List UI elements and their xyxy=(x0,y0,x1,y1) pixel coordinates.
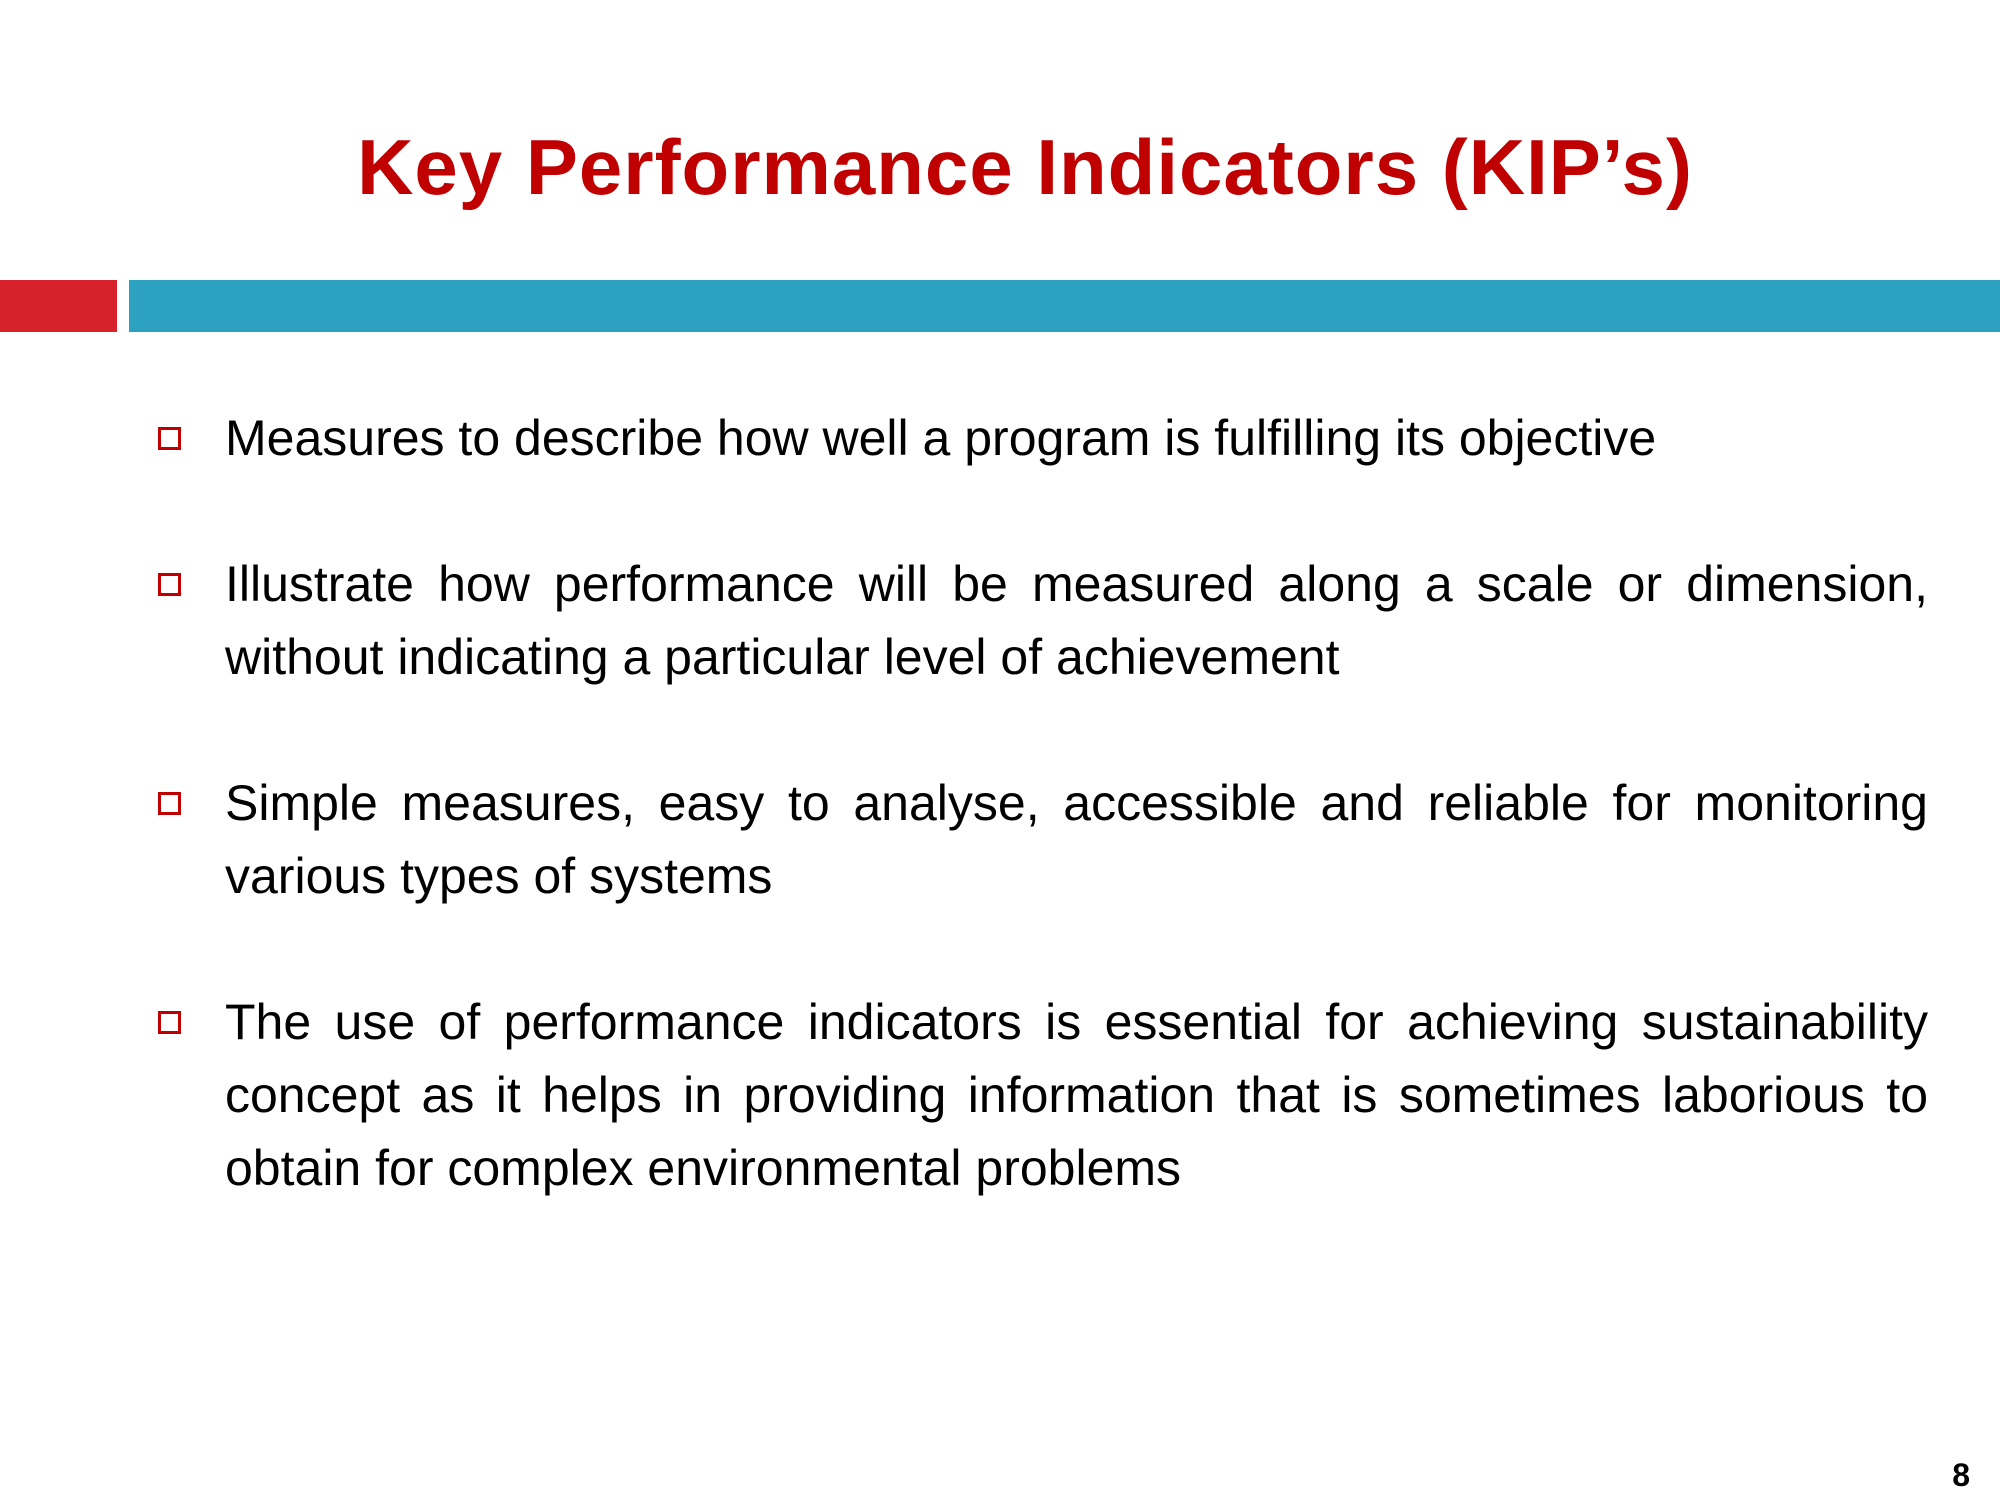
square-bullet-icon xyxy=(158,427,181,450)
bullet-item xyxy=(158,986,1928,1205)
bullet-item xyxy=(158,548,1928,694)
bullet-item xyxy=(158,767,1928,913)
slide-title: Key Performance Indicators (KIP’s) xyxy=(357,123,1693,211)
bullet-text: The use of performance indicators is essential for achieving sustainability concept as it helps in providing information that is sometimes laborious to obtain for complex environmental problems xyxy=(225,994,1928,1196)
page-number: 8 xyxy=(1952,1457,1970,1493)
square-bullet-icon xyxy=(158,573,181,596)
square-bullet-icon xyxy=(158,792,181,815)
bullet-text: Measures to describe how well a program is fulfilling its objective xyxy=(225,410,1657,466)
bullet-list xyxy=(158,402,1928,1278)
square-bullet-icon xyxy=(158,1011,181,1034)
bullet-text: Simple measures, easy to analyse, accessible and reliable for monitoring various types of systems xyxy=(225,775,1928,904)
accent-bar-teal xyxy=(129,280,2000,332)
accent-bar-red xyxy=(0,280,117,332)
bullet-item xyxy=(158,402,1928,475)
bullet-text: Illustrate how performance will be measured along a scale or dimension, without indicating a particular level of achievement xyxy=(225,556,1928,685)
